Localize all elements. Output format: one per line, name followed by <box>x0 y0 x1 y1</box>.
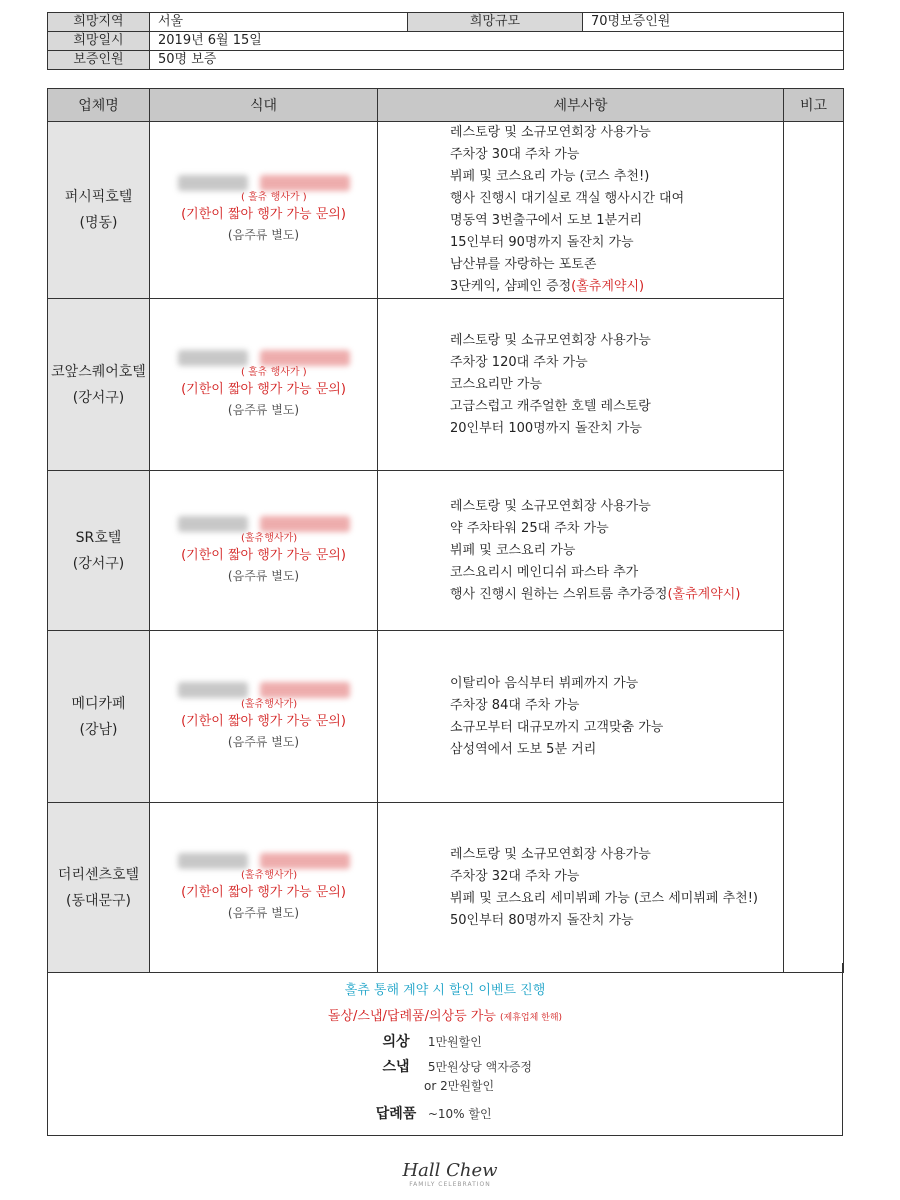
event-row-label: 의상 <box>382 1034 410 1050</box>
drinks-note: (음주류 별도) <box>227 734 300 749</box>
holiday-price-note: ( 홀츄 행사가 ) <box>241 192 307 203</box>
blurred-price <box>178 175 350 191</box>
details-cell <box>378 299 784 471</box>
detail-line: 뷔페 및 코스요리 가능 (코스 추천!) <box>450 169 650 184</box>
venue-row <box>48 471 844 631</box>
holiday-price-note: (홀츄행사가) <box>241 532 298 544</box>
request-info-table <box>47 12 844 70</box>
detail-line: 소규모부터 대규모까지 고객맞춤 가능 <box>450 719 664 735</box>
meal-cost-cell <box>150 803 378 973</box>
detail-line-text: 3단케익, 샴페인 증정 <box>450 279 572 294</box>
drinks-note: (음주류 별도) <box>227 568 300 583</box>
event-row-snap-alt <box>424 1077 494 1094</box>
scale-value: 70명보증인원 <box>583 13 844 32</box>
venue-name-cell <box>48 299 150 471</box>
venue-name: SR호텔 <box>75 529 122 546</box>
venue-table-header <box>48 89 844 122</box>
detail-line: 삼성역에서 도보 5분 거리 <box>450 741 597 757</box>
venue-area: (강서구) <box>72 389 125 406</box>
detail-line: 주차장 32대 주차 가능 <box>450 868 580 884</box>
detail-line: 주차장 84대 주차 가능 <box>450 697 580 713</box>
header-venue-name: 업체명 <box>48 89 150 122</box>
detail-line: 행사 진행시 대기실로 객실 행사시간 대여 <box>450 191 685 206</box>
detail-line: 뷔페 및 코스요리 가능 <box>450 542 576 558</box>
venue-name: 더리센츠호텔 <box>57 866 140 883</box>
detail-line: 뷔페 및 코스요리 세미뷔페 가능 (코스 세미뷔페 추천!) <box>450 890 758 906</box>
drinks-note: (음주류 별도) <box>227 402 300 417</box>
venue-name-cell <box>48 122 150 299</box>
header-details: 세부사항 <box>378 89 784 122</box>
detail-line: 20인부터 100명까지 돌잔치 가능 <box>450 420 642 436</box>
header-notes: 비고 <box>784 89 844 122</box>
brand-logo-text: Hall Chew <box>402 1160 498 1181</box>
date-label: 희망일시 <box>48 32 150 51</box>
event-subtitle-text: 돌상/스냅/답례품/의상등 가능 <box>327 1009 496 1024</box>
venue-name-cell <box>48 631 150 803</box>
detail-line: 주차장 120대 주차 가능 <box>450 354 588 370</box>
region-value: 서울 <box>150 13 408 32</box>
detail-line-highlight <box>450 584 783 606</box>
detail-line: 명동역 3번출구에서 도보 1분거리 <box>450 213 643 228</box>
details-cell <box>378 631 784 803</box>
venue-area: (동대문구) <box>65 892 132 909</box>
detail-line-text: 행사 진행시 원하는 스위트룸 추가증정 <box>450 586 668 602</box>
guarantee-label: 보증인원 <box>48 51 150 70</box>
venue-area: (강서구) <box>72 555 125 572</box>
meal-cost-cell <box>150 471 378 631</box>
brand-logo <box>390 1160 510 1188</box>
venue-area: (강남) <box>79 721 118 738</box>
detail-line: 레스토랑 및 소규모연회장 사용가능 <box>450 498 651 514</box>
limited-inquiry-note: (기한이 짧아 행가 가능 문의) <box>181 713 346 729</box>
event-row-gift <box>368 1103 492 1123</box>
brand-logo-tagline: FAMILY CELEBRATION <box>409 1181 491 1188</box>
details-cell <box>378 122 784 299</box>
notes-cell <box>784 122 844 973</box>
details-cell <box>378 471 784 631</box>
meal-cost-cell <box>150 631 378 803</box>
contract-highlight: (홀츄계약시) <box>571 279 645 294</box>
venue-name: 메디카페 <box>71 695 126 712</box>
event-row-label: 답례품 <box>375 1106 417 1122</box>
venue-row <box>48 299 844 471</box>
detail-line: 50인부터 80명까지 돌잔치 가능 <box>450 912 634 928</box>
limited-inquiry-note: (기한이 짧아 행가 가능 문의) <box>181 381 346 397</box>
detail-line: 이탈리아 음식부터 뷔페까지 가능 <box>450 675 639 691</box>
holiday-price-note: (홀츄행사가) <box>241 869 298 881</box>
venue-area: (명동) <box>79 215 118 231</box>
drinks-note: (음주류 별도) <box>227 905 300 920</box>
venue-name: 퍼시픽호텔 <box>64 189 133 205</box>
event-row-text: or 2만원할인 <box>424 1079 495 1093</box>
detail-line: 남산뷰를 자랑하는 포토존 <box>450 257 597 272</box>
event-row-text: 1만원할인 <box>427 1035 482 1049</box>
detail-line-highlight <box>450 276 783 298</box>
venue-name: 코앞스퀘어호텔 <box>51 363 146 380</box>
detail-line: 레스토랑 및 소규모연회장 사용가능 <box>450 125 651 140</box>
limited-inquiry-note: (기한이 짧아 행가 가능 문의) <box>181 884 346 900</box>
detail-line: 코스요리만 가능 <box>450 376 543 392</box>
blurred-price <box>178 350 350 366</box>
blurred-price <box>178 682 350 698</box>
holiday-price-note: (홀츄행사가) <box>241 698 298 710</box>
limited-inquiry-note: (기한이 짧아 행가 가능 문의) <box>181 207 346 222</box>
limited-inquiry-note: (기한이 짧아 행가 가능 문의) <box>181 547 346 563</box>
detail-line: 레스토랑 및 소규모연회장 사용가능 <box>450 846 651 862</box>
event-subtitle-note: (제휴업체 한해) <box>500 1013 563 1023</box>
detail-line: 고급스럽고 캐주얼한 호텔 레스토랑 <box>450 398 651 414</box>
contract-highlight: (홀츄계약시) <box>667 586 741 602</box>
detail-line: 코스요리시 메인디쉬 파스타 추가 <box>450 564 639 580</box>
header-meal-cost: 식대 <box>150 89 378 122</box>
event-row-label: 스냅 <box>382 1059 410 1075</box>
venue-row <box>48 122 844 299</box>
discount-event-section <box>47 963 843 1136</box>
venue-name-cell <box>48 471 150 631</box>
event-row-dress <box>368 1031 482 1051</box>
meal-cost-cell <box>150 299 378 471</box>
guarantee-value: 50명 보증 <box>150 51 844 70</box>
info-row-guarantee <box>48 51 844 70</box>
blurred-price <box>178 516 350 532</box>
blurred-price <box>178 853 350 869</box>
event-row-text: 5만원상당 액자증정 <box>427 1060 533 1074</box>
drinks-note: (음주류 별도) <box>227 228 300 242</box>
detail-line: 주차장 30대 주차 가능 <box>450 147 580 162</box>
detail-line: 레스토랑 및 소규모연회장 사용가능 <box>450 332 651 348</box>
date-value: 2019년 6월 15일 <box>150 32 844 51</box>
venue-row <box>48 631 844 803</box>
venue-row <box>48 803 844 973</box>
info-row-region <box>48 13 844 32</box>
holiday-price-note: ( 홀츄 행사가 ) <box>241 366 307 378</box>
info-row-date <box>48 32 844 51</box>
meal-cost-cell <box>150 122 378 299</box>
event-row-snap <box>368 1056 532 1076</box>
scale-label: 희망규모 <box>408 13 583 32</box>
detail-line: 15인부터 90명까지 돌잔치 가능 <box>450 235 634 250</box>
detail-line: 약 주차타워 25대 주차 가능 <box>450 520 609 536</box>
event-title: 홀츄 통해 계약 시 할인 이벤트 진행 <box>344 983 546 998</box>
details-cell <box>378 803 784 973</box>
region-label: 희망지역 <box>48 13 150 32</box>
venue-name-cell <box>48 803 150 973</box>
event-subtitle <box>48 1005 842 1024</box>
venue-table <box>47 88 844 973</box>
event-row-text: ~10% 할인 <box>427 1107 492 1121</box>
